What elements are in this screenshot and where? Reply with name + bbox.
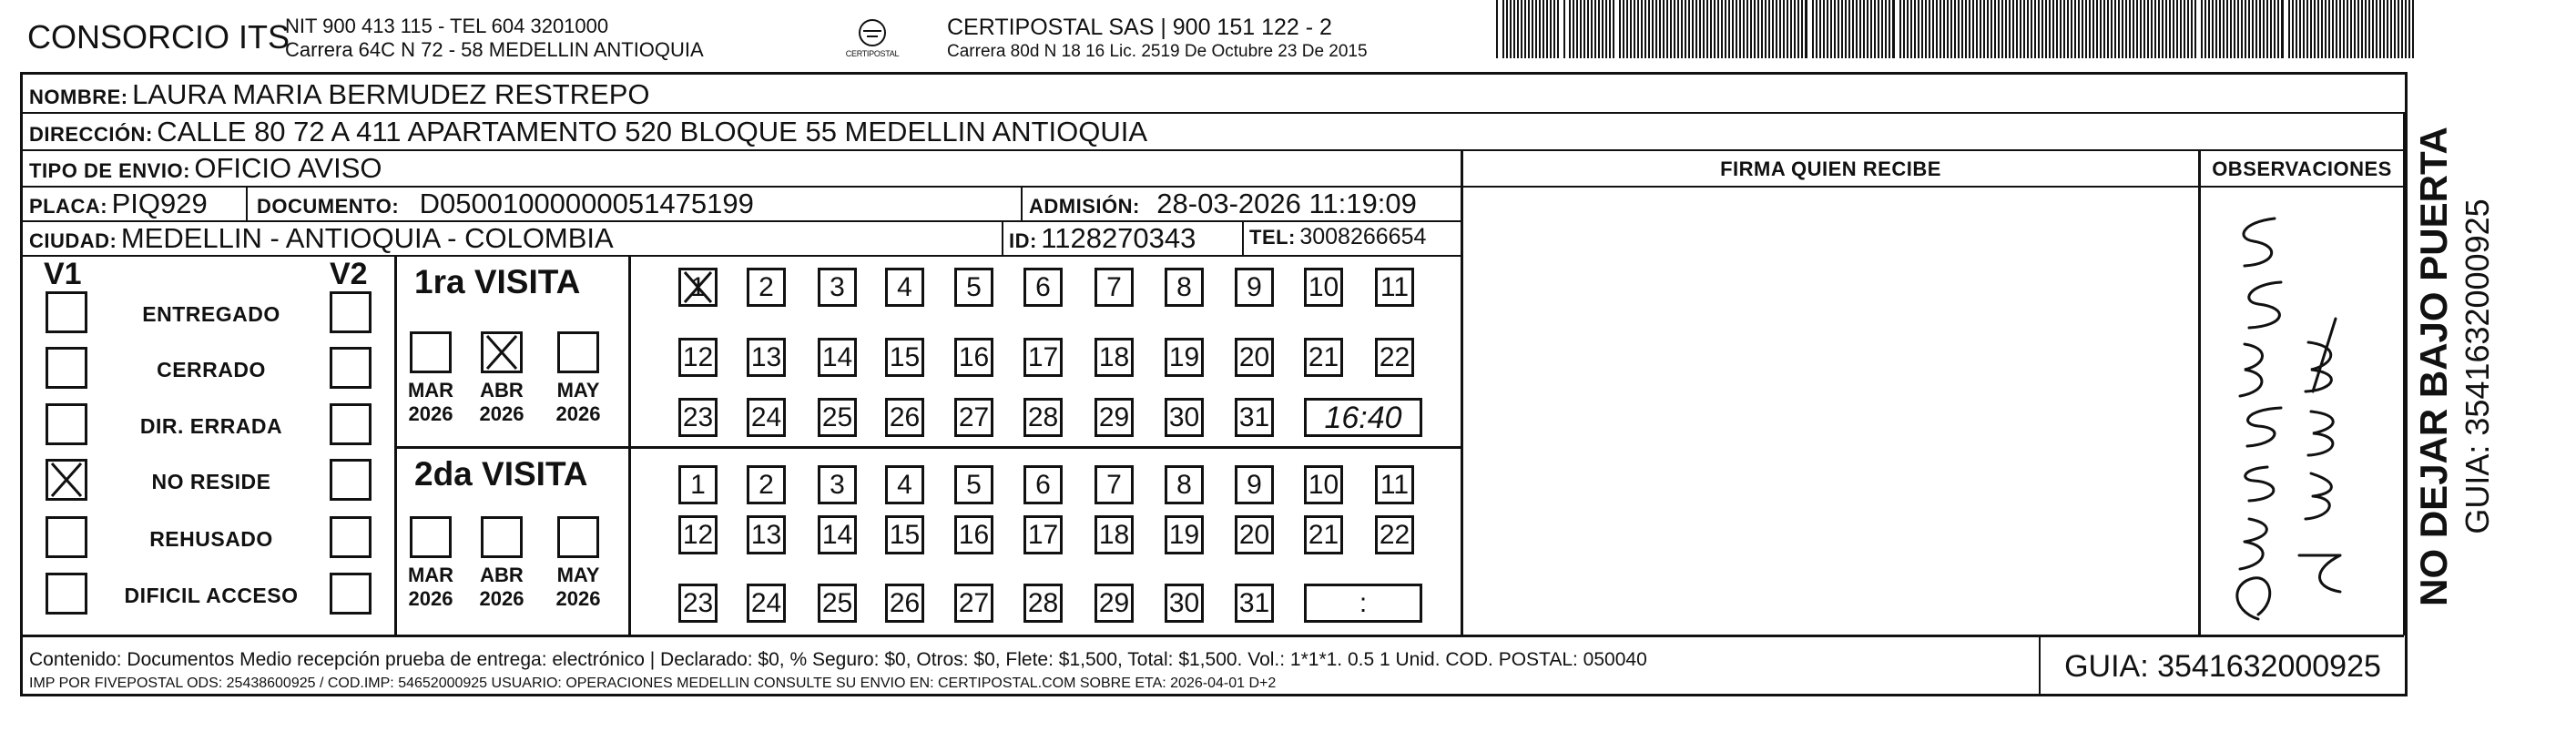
day-number: 18 xyxy=(1098,520,1130,550)
day-checkbox[interactable] xyxy=(818,584,857,623)
day-checkbox[interactable] xyxy=(678,268,718,307)
v1-checkbox[interactable] xyxy=(46,459,87,501)
tipo-value: OFICIO AVISO xyxy=(194,152,382,184)
day-checkbox[interactable] xyxy=(885,465,924,504)
day-number: 26 xyxy=(889,402,921,432)
day-checkbox[interactable] xyxy=(1304,515,1343,554)
status-label: ENTREGADO xyxy=(142,302,280,326)
day-number: 17 xyxy=(1027,520,1059,550)
month-label: MAY xyxy=(556,564,600,586)
day-number: 6 xyxy=(1035,470,1051,500)
day-checkbox[interactable] xyxy=(1235,338,1274,377)
v1-checkbox[interactable] xyxy=(46,573,87,615)
day-checkbox[interactable] xyxy=(747,465,786,504)
day-checkbox[interactable] xyxy=(885,268,924,307)
company-address: Carrera 64C N 72 - 58 MEDELLIN ANTIOQUIA xyxy=(285,38,704,61)
v2-checkbox[interactable] xyxy=(330,347,372,389)
month-checkbox[interactable] xyxy=(481,331,523,373)
day-number: 31 xyxy=(1238,588,1270,618)
day-checkbox[interactable] xyxy=(885,338,924,377)
day-number: 12 xyxy=(682,520,714,550)
day-number: 13 xyxy=(750,342,782,372)
nombre-label: NOMBRE: xyxy=(29,86,128,108)
day-checkbox[interactable] xyxy=(747,338,786,377)
day-number: 31 xyxy=(1238,402,1270,432)
day-checkbox[interactable] xyxy=(1375,515,1414,554)
ciudad-label: CIUDAD: xyxy=(29,229,117,252)
direccion-label: DIRECCIÓN: xyxy=(29,123,153,146)
day-number: 23 xyxy=(682,402,714,432)
day-checkbox[interactable] xyxy=(1375,338,1414,377)
v2-checkbox[interactable] xyxy=(330,573,372,615)
day-checkbox[interactable] xyxy=(1095,584,1134,623)
day-number: 7 xyxy=(1106,272,1122,302)
visit2-title: 2da VISITA xyxy=(414,455,588,493)
v2-checkbox[interactable] xyxy=(330,291,372,333)
x-mark-icon xyxy=(484,334,520,371)
admision-value: 28-03-2026 11:19:09 xyxy=(1156,188,1417,219)
day-number: 2 xyxy=(759,272,774,302)
x-mark-icon xyxy=(48,462,85,498)
ciudad-value: MEDELLIN - ANTIOQUIA - COLOMBIA xyxy=(120,222,614,254)
day-number: 15 xyxy=(889,342,921,372)
status-label: REHUSADO xyxy=(149,527,273,551)
day-checkbox[interactable] xyxy=(885,584,924,623)
day-number: 10 xyxy=(1308,470,1339,500)
month-checkbox[interactable] xyxy=(481,516,523,558)
day-number: 22 xyxy=(1379,520,1410,550)
id-label: ID: xyxy=(1009,229,1037,252)
footer-line2: IMP POR FIVEPOSTAL ODS: 25438600925 / COD.IMP: 54652000925 USUARIO: OPERACIONES MEDELLIN CONSULTE SU ENVIO EN: CERTIPOSTAL.COM SOBRE ETA: 2026-04-01 D+2 xyxy=(29,676,1277,691)
day-number: 16 xyxy=(958,520,990,550)
month-year: 2026 xyxy=(479,587,524,610)
day-checkbox[interactable] xyxy=(954,584,993,623)
observaciones-label: OBSERVACIONES xyxy=(2212,158,2392,180)
day-checkbox[interactable] xyxy=(885,398,924,437)
day-number: 29 xyxy=(1098,402,1130,432)
day-checkbox[interactable] xyxy=(1023,515,1063,554)
day-checkbox[interactable] xyxy=(1023,268,1063,307)
day-number: 10 xyxy=(1308,272,1339,302)
handwritten-observation xyxy=(2204,209,2399,628)
day-checkbox[interactable] xyxy=(678,515,718,554)
day-number: 16 xyxy=(958,342,990,372)
day-number: 30 xyxy=(1168,588,1200,618)
day-checkbox[interactable] xyxy=(1235,268,1274,307)
time-field[interactable]: 16:40 xyxy=(1304,398,1422,437)
time-field[interactable]: : xyxy=(1304,584,1422,623)
footer-line1: Contenido: Documentos Medio recepción prueba de entrega: electrónico | Declarado: $0, % Seguro: $0, Otros: $0, Flete: $1,500, Total: $1,500. Vol.: 1*1*1. 0.5 1 Unid. COD. POSTAL: 050040 xyxy=(29,649,1647,670)
day-checkbox[interactable] xyxy=(818,338,857,377)
day-number: 4 xyxy=(897,470,912,500)
status-label: DIFICIL ACCESO xyxy=(124,584,299,607)
v1-label: V1 xyxy=(44,257,82,291)
footer-guia: GUIA: 3541632000925 xyxy=(2064,649,2381,684)
side-warning: NO DEJAR BAJO PUERTA xyxy=(2412,127,2455,606)
day-number: 14 xyxy=(821,520,853,550)
day-checkbox[interactable] xyxy=(1023,584,1063,623)
day-number: 13 xyxy=(750,520,782,550)
day-checkbox[interactable] xyxy=(1165,584,1204,623)
x-mark-icon xyxy=(681,270,715,304)
day-number: 3 xyxy=(830,470,845,500)
day-number: 6 xyxy=(1035,272,1051,302)
month-year: 2026 xyxy=(408,587,453,610)
day-number: 9 xyxy=(1247,272,1262,302)
day-checkbox[interactable] xyxy=(1095,465,1134,504)
v2-checkbox[interactable] xyxy=(330,403,372,445)
id-value: 1128270343 xyxy=(1041,222,1196,254)
day-number: 15 xyxy=(889,520,921,550)
month-year: 2026 xyxy=(479,402,524,425)
side-guia: GUIA: 3541632000925 xyxy=(2459,198,2496,534)
v2-label: V2 xyxy=(330,257,368,291)
day-number: 20 xyxy=(1238,520,1270,550)
day-checkbox[interactable] xyxy=(1023,338,1063,377)
v1-checkbox[interactable] xyxy=(46,516,87,558)
month-checkbox[interactable] xyxy=(557,516,599,558)
placa-value: PIQ929 xyxy=(111,188,208,219)
day-checkbox[interactable] xyxy=(954,338,993,377)
day-checkbox[interactable] xyxy=(678,584,718,623)
day-number: 11 xyxy=(1380,470,1410,500)
v1-checkbox[interactable] xyxy=(46,347,87,389)
day-number: 5 xyxy=(966,272,982,302)
day-checkbox[interactable] xyxy=(1165,338,1204,377)
day-checkbox[interactable] xyxy=(954,515,993,554)
day-number: 8 xyxy=(1176,272,1192,302)
documento-label: DOCUMENTO: xyxy=(257,195,400,218)
day-number: 22 xyxy=(1379,342,1410,372)
day-checkbox[interactable] xyxy=(678,465,718,504)
day-checkbox[interactable] xyxy=(1165,398,1204,437)
day-checkbox[interactable] xyxy=(1375,268,1414,307)
day-number: 18 xyxy=(1098,342,1130,372)
day-checkbox[interactable] xyxy=(1304,465,1343,504)
month-label: MAY xyxy=(556,379,600,401)
day-number: 20 xyxy=(1238,342,1270,372)
direccion-value: CALLE 80 72 A 411 APARTAMENTO 520 BLOQUE 55 MEDELLIN ANTIOQUIA xyxy=(157,116,1148,147)
tel-value: 3008266654 xyxy=(1299,224,1427,249)
day-number: 27 xyxy=(958,588,990,618)
day-checkbox[interactable] xyxy=(678,338,718,377)
day-number: 23 xyxy=(682,588,714,618)
month-checkbox[interactable] xyxy=(410,516,452,558)
v1-checkbox[interactable] xyxy=(46,403,87,445)
nombre-value: LAURA MARIA BERMUDEZ RESTREPO xyxy=(132,78,650,110)
month-label: ABR xyxy=(480,564,524,586)
month-year: 2026 xyxy=(408,402,453,425)
day-checkbox[interactable] xyxy=(1165,515,1204,554)
day-checkbox[interactable] xyxy=(747,398,786,437)
day-checkbox[interactable] xyxy=(885,515,924,554)
day-checkbox[interactable] xyxy=(818,465,857,504)
day-number: 30 xyxy=(1168,402,1200,432)
day-checkbox[interactable] xyxy=(678,398,718,437)
status-label: CERRADO xyxy=(157,358,266,381)
status-label: DIR. ERRADA xyxy=(139,414,283,438)
day-number: 26 xyxy=(889,588,921,618)
day-checkbox[interactable] xyxy=(1235,584,1274,623)
day-number: 25 xyxy=(821,588,853,618)
day-checkbox[interactable] xyxy=(954,465,993,504)
day-number: 21 xyxy=(1308,520,1339,550)
month-label: MAR xyxy=(407,379,454,401)
day-checkbox[interactable] xyxy=(1095,268,1134,307)
month-label: MAR xyxy=(407,564,454,586)
operator-license: Carrera 80d N 18 16 Lic. 2519 De Octubre 23 De 2015 xyxy=(947,42,1368,61)
day-checkbox[interactable] xyxy=(1235,465,1274,504)
day-number: 9 xyxy=(1247,470,1262,500)
v1-checkbox[interactable] xyxy=(46,291,87,333)
visit1-title: 1ra VISITA xyxy=(414,263,581,300)
day-number: 21 xyxy=(1308,342,1339,372)
day-number: 28 xyxy=(1027,402,1059,432)
day-checkbox[interactable] xyxy=(1165,268,1204,307)
day-checkbox[interactable] xyxy=(747,268,786,307)
day-number: 25 xyxy=(821,402,853,432)
month-checkbox[interactable] xyxy=(557,331,599,373)
operator-name: CERTIPOSTAL SAS | 900 151 122 - 2 xyxy=(947,15,1332,40)
day-checkbox[interactable] xyxy=(1165,465,1204,504)
day-checkbox[interactable] xyxy=(954,398,993,437)
day-checkbox[interactable] xyxy=(1095,398,1134,437)
tipo-label: TIPO DE ENVIO: xyxy=(29,159,190,182)
status-label: NO RESIDE xyxy=(151,470,271,493)
day-checkbox[interactable] xyxy=(818,268,857,307)
tel-label: TEL: xyxy=(1249,226,1296,249)
day-checkbox[interactable] xyxy=(1235,515,1274,554)
day-number: 1 xyxy=(690,470,706,500)
day-number: 17 xyxy=(1027,342,1059,372)
day-number: 24 xyxy=(750,402,782,432)
month-checkbox[interactable] xyxy=(410,331,452,373)
day-number: 14 xyxy=(821,342,853,372)
day-checkbox[interactable] xyxy=(1095,338,1134,377)
certipostal-logo xyxy=(836,16,909,64)
day-checkbox[interactable] xyxy=(954,268,993,307)
day-number: 12 xyxy=(682,342,714,372)
day-number: 7 xyxy=(1106,470,1122,500)
day-number: 19 xyxy=(1168,342,1200,372)
day-number: 24 xyxy=(750,588,782,618)
placa-label: PLACA: xyxy=(29,195,108,218)
v2-checkbox[interactable] xyxy=(330,459,372,501)
day-checkbox[interactable] xyxy=(1023,398,1063,437)
v2-checkbox[interactable] xyxy=(330,516,372,558)
day-number: 8 xyxy=(1176,470,1192,500)
day-checkbox[interactable] xyxy=(1304,338,1343,377)
day-checkbox[interactable] xyxy=(1023,465,1063,504)
month-label: ABR xyxy=(480,379,524,401)
day-checkbox[interactable] xyxy=(747,584,786,623)
documento-value: D05001000000051475199 xyxy=(419,188,754,219)
day-checkbox[interactable] xyxy=(818,398,857,437)
month-year: 2026 xyxy=(555,402,601,425)
day-number: 1 xyxy=(690,272,706,302)
day-number: 27 xyxy=(958,402,990,432)
day-checkbox[interactable] xyxy=(1235,398,1274,437)
day-checkbox[interactable] xyxy=(818,515,857,554)
day-number: 19 xyxy=(1168,520,1200,550)
admision-label: ADMISIÓN: xyxy=(1029,195,1140,218)
logo-text: CERTIPOSTAL xyxy=(845,49,900,58)
day-checkbox[interactable] xyxy=(1375,465,1414,504)
day-checkbox[interactable] xyxy=(747,515,786,554)
day-number: 4 xyxy=(897,272,912,302)
day-number: 29 xyxy=(1098,588,1130,618)
barcode xyxy=(1496,0,2418,62)
day-number: 5 xyxy=(966,470,982,500)
company-name: CONSORCIO ITS xyxy=(27,18,290,56)
company-nit: NIT 900 413 115 - TEL 604 3201000 xyxy=(285,15,609,37)
month-year: 2026 xyxy=(555,587,601,610)
day-number: 28 xyxy=(1027,588,1059,618)
firma-label: FIRMA QUIEN RECIBE xyxy=(1720,158,1941,180)
day-checkbox[interactable] xyxy=(1095,515,1134,554)
day-number: 11 xyxy=(1380,272,1410,302)
day-checkbox[interactable] xyxy=(1304,268,1343,307)
day-number: 3 xyxy=(830,272,845,302)
day-number: 2 xyxy=(759,470,774,500)
